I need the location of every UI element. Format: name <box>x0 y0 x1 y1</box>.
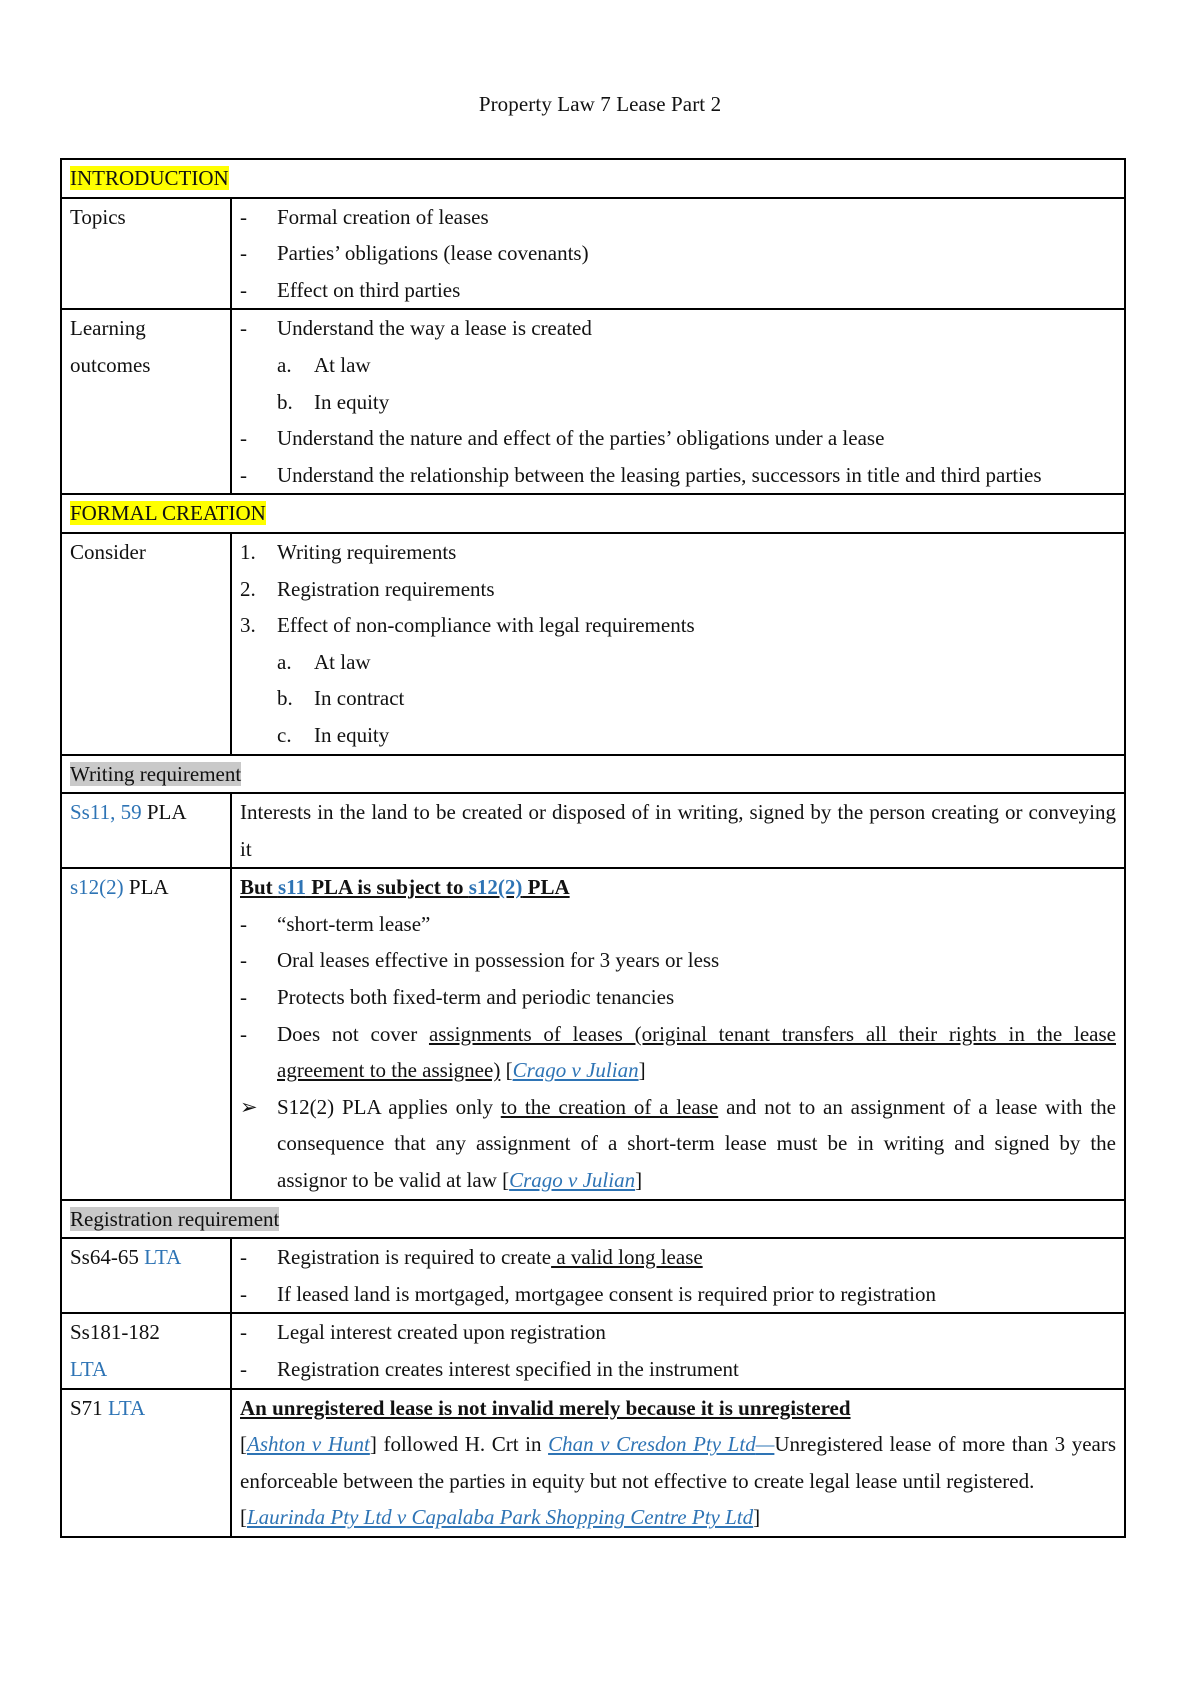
section-heading-formal-creation: FORMAL CREATION <box>70 501 266 526</box>
table-row-topics <box>61 198 1125 310</box>
s71-paragraph: [Ashton v Hunt] followed H. Crt in Chan v Cresdon Pty Ltd—Unregistered lease of more than 3 years enforceable between the parties in equity but not effective to create legal lease until registered. <box>240 1432 1117 1493</box>
row-text-ss11: Interests in the land to be created or disposed of in writing, signed by the person creating or conveying it <box>231 793 1125 868</box>
table-row-ss11-59 <box>61 793 1125 868</box>
statute-link[interactable]: s12(2) <box>70 875 124 900</box>
table-row-ss181-182 <box>61 1313 1125 1388</box>
statute-link[interactable]: s11 <box>277 875 306 900</box>
statute-link[interactable]: LTA <box>107 1395 146 1420</box>
table-row-s12-2 <box>61 868 1125 1199</box>
case-link[interactable]: Crago v Julian <box>512 1058 639 1083</box>
list-item: - Formal creation of leases <box>240 204 489 229</box>
case-link[interactable]: Crago v Julian <box>509 1168 636 1193</box>
section-heading-writing-requirement: Writing requirement <box>70 761 242 786</box>
sub-list-item: b. In equity <box>277 389 390 414</box>
list-item: ➢ S12(2) PLA applies only to the creation of a lease and not to an assignment of a lease with the consequence that any assignment of a short-term lease must be in writing and signed by the assignor to be valid at law [Crago v Julian] <box>240 1089 1116 1199</box>
sub-list-item: a. At law <box>277 649 371 674</box>
table-row-consider <box>61 533 1125 755</box>
table-row-learning-outcomes <box>61 309 1125 494</box>
numbered-item: 2. Registration requirements <box>240 576 495 601</box>
sub-list-item: c. In equity <box>277 722 390 747</box>
row-label-ss11-59: Ss11, 59 PLA <box>61 793 231 868</box>
table-row-s71 <box>61 1389 1125 1537</box>
section-row-registration-requirement <box>61 1200 1125 1239</box>
table-row-ss64-65 <box>61 1238 1125 1313</box>
row-label-s12-2: s12(2) PLA <box>61 868 231 1199</box>
statute-link[interactable]: LTA <box>70 1357 108 1381</box>
list-item: - Parties’ obligations (lease covenants) <box>240 241 589 266</box>
statute-link[interactable]: Ss11, 59 <box>70 800 142 825</box>
list-item: - If leased land is mortgaged, mortgagee consent is required prior to registration <box>240 1281 936 1306</box>
list-item: - Registration is required to create a valid long lease <box>240 1245 703 1270</box>
row-label-consider: Consider <box>61 533 231 755</box>
section-row-writing-requirement <box>61 755 1125 794</box>
list-item: - Oral leases effective in possession for 3 years or less <box>240 948 720 973</box>
list-item: - Effect on third parties <box>240 277 461 302</box>
list-item: - Registration creates interest specified in the instrument <box>240 1357 739 1381</box>
list-item: - Understand the nature and effect of the parties’ obligations under a lease <box>240 426 885 451</box>
sub-list-item: a. At law <box>277 352 371 377</box>
list-item: - “short-term lease” <box>240 911 431 936</box>
section-row-introduction <box>61 159 1125 198</box>
row-label-topics: Topics <box>61 198 231 310</box>
s71-citation: [Laurinda Pty Ltd v Capalaba Park Shopping Centre Pty Ltd] <box>240 1505 761 1530</box>
statute-link[interactable]: LTA <box>144 1245 182 1270</box>
numbered-item: 3. Effect of non-compliance with legal requirements <box>240 613 695 638</box>
list-item: - Understand the way a lease is created <box>240 316 592 341</box>
row-label-ss64-65: Ss64-65 LTA <box>61 1238 231 1313</box>
case-link[interactable]: Chan v Cresdon Pty Ltd <box>548 1432 756 1457</box>
row-label-s71: S71 LTA <box>61 1389 231 1537</box>
list-item: - Does not cover assignments of leases (original tenant transfers all their rights in the lease agreement to the assignee) [Crago v Julian] <box>240 1021 1116 1083</box>
notes-table <box>60 158 1126 1538</box>
list-item: - Understand the relationship between the leasing parties, successors in title and third parties <box>240 462 1042 487</box>
document-title: Property Law 7 Lease Part 2 <box>478 92 722 116</box>
sub-list-item: b. In contract <box>277 686 405 711</box>
list-item: - Protects both fixed-term and periodic tenancies <box>240 985 675 1010</box>
row-label-learning-outcomes: Learning outcomes <box>61 309 231 494</box>
section-row-formal-creation <box>61 494 1125 533</box>
s71-heading: An unregistered lease is not invalid merely because it is unregistered <box>240 1395 851 1420</box>
s12-heading: But s11 PLA is subject to s12(2) PLA <box>240 875 570 900</box>
case-link[interactable]: Ashton v Hunt <box>247 1432 370 1457</box>
list-item: - Legal interest created upon registration <box>240 1320 606 1345</box>
arrow-bullet-icon: ➢ <box>240 1094 258 1119</box>
case-link[interactable]: Laurinda Pty Ltd v Capalaba Park Shopping Centre Pty Ltd <box>247 1505 754 1530</box>
row-label-ss181-182: Ss181-182 LTA <box>61 1313 231 1388</box>
section-heading-registration-requirement: Registration requirement <box>70 1206 280 1231</box>
numbered-item: 1. Writing requirements <box>240 539 457 564</box>
statute-link[interactable]: s12(2) <box>468 875 523 900</box>
section-heading-introduction: INTRODUCTION <box>70 166 229 190</box>
